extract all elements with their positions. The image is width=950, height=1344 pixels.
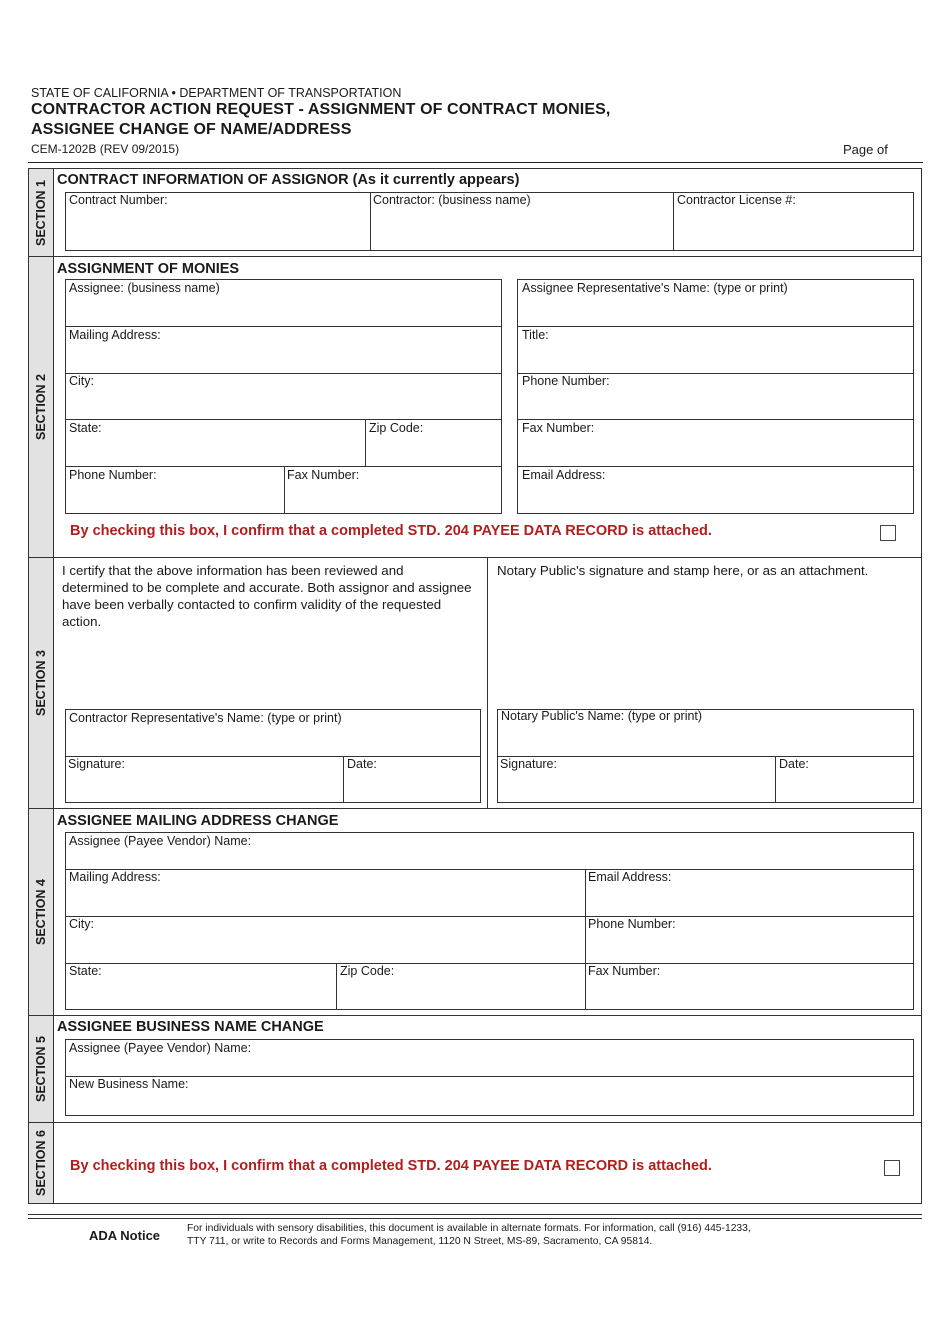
ada-notice-line2: TTY 711, or write to Records and Forms Management, 1120 N Street, MS-89, Sacramento, CA 95814.	[187, 1236, 653, 1247]
section-4-tab	[29, 809, 54, 1015]
contractor-license-field[interactable]	[703, 193, 943, 249]
new-fax-field[interactable]	[586, 964, 913, 1009]
new-mailing-address-field[interactable]	[66, 870, 584, 915]
mailing-change-block	[65, 832, 914, 1010]
new-email-label: Email Address:	[588, 870, 672, 884]
new-phone-field[interactable]	[586, 917, 913, 962]
rep-fax-field[interactable]	[518, 420, 913, 465]
section-6-label: SECTION 6	[34, 1130, 48, 1196]
contract-number-label: Contract Number:	[69, 193, 168, 207]
section-2	[28, 256, 922, 558]
new-state-label: State:	[69, 964, 102, 978]
zip-code-label: Zip Code:	[369, 421, 424, 435]
notary-date-label: Date:	[779, 757, 809, 771]
section-2-label: SECTION 2	[34, 374, 48, 440]
new-city-field[interactable]	[66, 917, 584, 962]
assignee-business-label: Assignee: (business name)	[69, 281, 220, 295]
rep-fax-label: Fax Number:	[522, 421, 595, 435]
section-5-tab	[29, 1016, 54, 1122]
section-4-label: SECTION 4	[34, 879, 48, 945]
notary-signature-label: Signature:	[500, 757, 557, 771]
section-1-tab	[29, 169, 54, 256]
new-email-field[interactable]	[586, 870, 913, 915]
page-number: Page of	[843, 142, 888, 157]
notary-name-field[interactable]	[498, 710, 913, 755]
form-title-line1: CONTRACTOR ACTION REQUEST - ASSIGNMENT OF CONTRACT MONIES,	[31, 101, 611, 118]
fax-number-field[interactable]	[285, 467, 501, 513]
footer-divider-bottom	[28, 1218, 922, 1219]
city-field[interactable]	[66, 374, 501, 418]
business-name-change-block	[65, 1039, 914, 1116]
contractor-signature-block	[65, 709, 481, 803]
section-4-heading: ASSIGNEE MAILING ADDRESS CHANGE	[57, 813, 339, 829]
contractor-name-label: Contractor: (business name)	[373, 193, 531, 207]
new-city-label: City:	[69, 917, 94, 931]
section-5-heading: ASSIGNEE BUSINESS NAME CHANGE	[57, 1019, 324, 1035]
section-5	[28, 1015, 922, 1123]
phone-number-label: Phone Number:	[69, 468, 157, 482]
contractor-signature-label: Signature:	[68, 757, 125, 771]
section-1	[28, 168, 922, 257]
city-label: City:	[69, 374, 94, 388]
section-2-tab	[29, 257, 54, 557]
footer-divider-top	[28, 1214, 922, 1215]
ada-notice-text	[187, 1222, 751, 1248]
mailing-address-label: Mailing Address:	[69, 328, 161, 342]
agency-name: STATE OF CALIFORNIA • DEPARTMENT OF TRANSPORTATION	[31, 86, 402, 100]
notary-instruction: Notary Public's signature and stamp here, or as an attachment.	[497, 563, 869, 578]
section-1-heading: CONTRACT INFORMATION OF ASSIGNOR (As it currently appears)	[57, 172, 520, 188]
rep-title-field[interactable]	[518, 327, 913, 372]
rep-name-label: Assignee Representative's Name: (type or print)	[522, 281, 788, 295]
ada-notice-label: ADA Notice	[89, 1228, 161, 1243]
form-number: CEM-1202B (REV 09/2015)	[31, 142, 180, 156]
section-3-label: SECTION 3	[34, 650, 48, 716]
notary-date-field[interactable]	[776, 757, 913, 802]
representative-block	[517, 279, 914, 514]
ada-notice-line1: For individuals with sensory disabilities, this document is available in alternate formats. For information, call (916) 445-1233,	[187, 1223, 751, 1234]
form-title-line2: ASSIGNEE CHANGE OF NAME/ADDRESS	[31, 121, 352, 138]
old-vendor-name-label: Assignee (Payee Vendor) Name:	[69, 1041, 252, 1055]
assignee-vendor-name-label: Assignee (Payee Vendor) Name:	[69, 834, 252, 848]
new-phone-label: Phone Number:	[588, 917, 676, 931]
assignee-business-field[interactable]	[66, 280, 501, 325]
section-4	[28, 808, 922, 1016]
section-2-heading: ASSIGNMENT OF MONIES	[57, 261, 240, 277]
notary-name-label: Notary Public's Name: (type or print)	[501, 709, 703, 723]
section-3-tab	[29, 558, 54, 808]
assignee-block	[65, 279, 502, 514]
std204-confirm-checkbox[interactable]	[880, 525, 896, 541]
contractor-signature-field[interactable]	[66, 757, 342, 802]
rep-name-field[interactable]	[518, 280, 913, 325]
section-6-tab	[29, 1123, 54, 1203]
state-label: State:	[69, 421, 102, 435]
contractor-rep-label: Contractor Representative's Name: (type or print)	[69, 711, 342, 725]
phone-number-field[interactable]	[66, 467, 283, 513]
contractor-date-field[interactable]	[344, 757, 480, 802]
header-divider	[28, 162, 923, 163]
section-5-label: SECTION 5	[34, 1036, 48, 1102]
new-mailing-address-label: Mailing Address:	[69, 870, 161, 884]
old-vendor-name-field[interactable]	[66, 1040, 913, 1075]
contract-number-field[interactable]	[95, 193, 397, 249]
contractor-name-field[interactable]	[399, 193, 701, 249]
std204-confirm-checkbox-2[interactable]	[884, 1160, 900, 1176]
contractor-license-label: Contractor License #:	[677, 193, 796, 207]
new-state-field[interactable]	[66, 964, 335, 1009]
section-3-divider	[487, 558, 488, 808]
rep-email-label: Email Address:	[522, 468, 606, 482]
section-6	[28, 1122, 922, 1204]
new-fax-label: Fax Number:	[588, 964, 661, 978]
notary-signature-field[interactable]	[498, 757, 774, 802]
new-business-name-label: New Business Name:	[69, 1077, 189, 1091]
rep-phone-label: Phone Number:	[522, 374, 610, 388]
new-zip-field[interactable]	[337, 964, 584, 1009]
rep-title-label: Title:	[522, 328, 549, 342]
section-1-label: SECTION 1	[34, 179, 48, 246]
std204-confirm-text: By checking this box, I confirm that a completed STD. 204 PAYEE DATA RECORD is attached.	[70, 523, 712, 539]
new-zip-label: Zip Code:	[340, 964, 395, 978]
contractor-date-label: Date:	[347, 757, 377, 771]
state-field[interactable]	[66, 420, 364, 465]
fax-number-label: Fax Number:	[287, 468, 360, 482]
rep-phone-field[interactable]	[518, 374, 913, 418]
assignee-vendor-name-field[interactable]	[66, 833, 913, 868]
certification-statement: I certify that the above information has been reviewed and determined to be complete and accurate. Both assignor and assignee have been verbally contacted to confirm validity of the requested action.	[62, 563, 472, 629]
notary-signature-block	[497, 709, 914, 803]
std204-confirm-text-2: By checking this box, I confirm that a completed STD. 204 PAYEE DATA RECORD is attached.	[70, 1158, 712, 1174]
rep-email-field[interactable]	[518, 467, 913, 513]
new-business-name-field[interactable]	[66, 1077, 913, 1115]
zip-code-field[interactable]	[366, 420, 501, 465]
mailing-address-field[interactable]	[66, 327, 501, 372]
section-3	[28, 557, 922, 809]
contractor-rep-field[interactable]	[66, 710, 480, 755]
